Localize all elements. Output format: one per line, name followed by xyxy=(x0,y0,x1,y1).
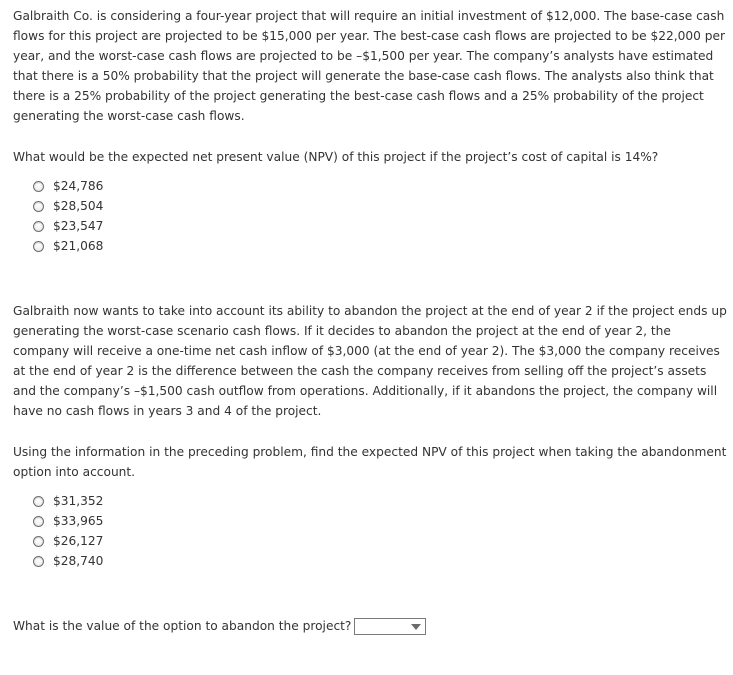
radio-button-icon[interactable] xyxy=(33,556,44,567)
question-3-text: What is the value of the option to abandon the project? xyxy=(13,619,352,633)
abandon-option-value-dropdown[interactable] xyxy=(354,618,426,635)
radio-button-icon[interactable] xyxy=(33,516,44,527)
radio-button-icon[interactable] xyxy=(33,536,44,547)
question-1-text: What would be the expected net present value (NPV) of this project if the project’s cost of capital is 14%? xyxy=(13,150,659,164)
radio-button-icon[interactable] xyxy=(33,201,44,212)
question-2-option-4[interactable] xyxy=(33,551,103,571)
option-label: $24,786 xyxy=(53,179,104,193)
radio-button-icon[interactable] xyxy=(33,241,44,252)
abandonment-paragraph: Galbraith now wants to take into account its ability to abandon the project at the end of year 2 if the project ends up generating the worst-case scenario cash flows. If it decides to abandon the project at the end of year 2, the company will receive a one-time net cash inflow of $3,000 (at the end of year 2). The $3,000 the company receives at the end of year 2 is the difference between the cash the company receives from selling off the project’s assets and the company’s –$1,500 cash outflow from operations. Additionally, if it abandons the project, the company will have no cash flows in years 3 and 4 of the project. xyxy=(13,304,727,418)
intro-paragraph: Galbraith Co. is considering a four-year project that will require an initial investment of $12,000. The base-case cash flows for this project are projected to be $15,000 per year. The best-case cash flows are projected to be $22,000 per year, and the worst-case cash flows are projected to be –$1,500 per year. The company’s analysts have estimated that there is a 50% probability that the project will generate the base-case cash flows. The analysts also think that there is a 25% probability of the project generating the best-case cash flows and a 25% probability of the project generating the worst-case cash flows. xyxy=(13,9,726,123)
radio-button-icon[interactable] xyxy=(33,221,44,232)
question-2-options xyxy=(33,491,103,571)
option-label: $28,740 xyxy=(53,554,104,568)
question-3 xyxy=(13,616,426,636)
chevron-down-icon[interactable] xyxy=(411,624,421,630)
question-1-option-1[interactable] xyxy=(33,176,103,196)
question-2-option-3[interactable] xyxy=(33,531,103,551)
question-2-option-2[interactable] xyxy=(33,511,103,531)
question-1-option-3[interactable] xyxy=(33,216,103,236)
option-label: $26,127 xyxy=(53,534,104,548)
option-label: $21,068 xyxy=(53,239,104,253)
option-label: $31,352 xyxy=(53,494,104,508)
option-label: $23,547 xyxy=(53,219,104,233)
question-1-option-4[interactable] xyxy=(33,236,103,256)
question-2-text: Using the information in the preceding problem, find the expected NPV of this project when taking the abandonment option into account. xyxy=(13,445,727,479)
radio-button-icon[interactable] xyxy=(33,181,44,192)
option-label: $33,965 xyxy=(53,514,104,528)
question-2-option-1[interactable] xyxy=(33,491,103,511)
question-1-options xyxy=(33,176,103,256)
option-label: $28,504 xyxy=(53,199,104,213)
question-1-option-2[interactable] xyxy=(33,196,103,216)
radio-button-icon[interactable] xyxy=(33,496,44,507)
